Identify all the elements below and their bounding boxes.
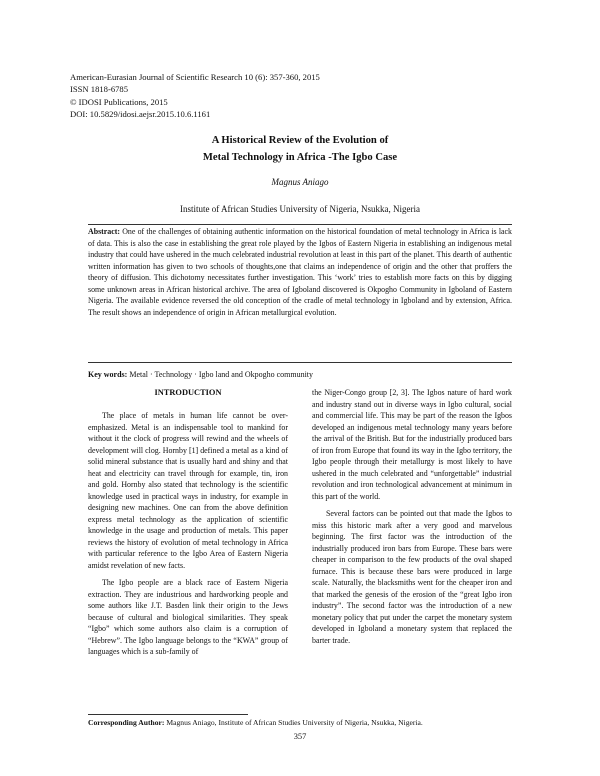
journal-copyright: © IDOSI Publications, 2015 — [70, 96, 168, 107]
right-column — [312, 387, 512, 646]
author-affiliation: Institute of African Studies University of Nigeria, Nsukka, Nigeria — [180, 204, 420, 214]
author-name: Magnus Aniago — [271, 177, 329, 187]
corresponding-author-footnote — [88, 718, 423, 727]
abstract-label: Abstract: — [88, 227, 120, 236]
abstract-text: One of the challenges of obtaining authentic information on the historical foundation of metal technology in Africa is lack of data. This is also the case in establishing the great role played by the Igbos of Eastern Nigeria in establishing an indigenous metal industry that could have ushered in the much celebrated industrial revolution at least in this part of the planet. This dearth of authentic written information has given to two schools of thoughts,one that claims an independence of origin and the other that proffers the theory of diffusion. This dichotomy necessitates further investigation. This ‘work’ tries to establish more facts on this by digging some unknown areas in African historical archive. The area of Igboland discovered is Okpogho Community in Igboland of Eastern Nigeria. The available evidence reversed the old conception of the cradle of metal technology in Igboland and by extension, Africa. The result shows an independence of origin in African metallurgical evolution. — [88, 227, 512, 317]
keywords-line — [88, 370, 512, 379]
left-column — [88, 410, 288, 658]
paragraph: The Igbo people are a black race of Eastern Nigeria extraction. They are industrious and hardworking people and some authors like J.T. Basden link their origin to the Jews because of cultural and biological similarities. They speak “Igbo” which some authors also claim is a corruption of “Hebrew”. The Igbo language belongs to the “KWA” group of languages which is a sub-family of — [88, 578, 288, 656]
abstract-block — [88, 226, 512, 318]
journal-issn: ISSN 1818-6785 — [70, 84, 129, 95]
abstract-top-rule — [88, 224, 512, 225]
abstract-bottom-rule — [88, 362, 512, 363]
paper-title-line-2: Metal Technology in Africa -The Igbo Case — [202, 151, 398, 163]
footnote-text: Magnus Aniago, Institute of African Studies University of Nigeria, Nsukka, Nigeria. — [166, 718, 423, 727]
page-number: 357 — [293, 732, 307, 741]
paragraph: Several factors can be pointed out that made the Igbos to miss this historic mark after a very good and marvelous beginning. The first factor was the introduction of the industrially produced iron bars from Europe. These bars were cheaper in comparison to the few products of the oval shaped furnace. This is because these bars were produced in large scale. Naturally, the blacksmiths went for the cheaper iron and that marked the genesis of the erosion of the “great Igbo iron industry”. The second factor was the introduction of a new monetary policy that put under the carpet the monetary system developed in Igboland a monetary system that replaced the barter trade. — [312, 509, 512, 645]
paper-title-line-1: A Historical Review of the Evolution of — [211, 135, 389, 146]
keywords-label: Key words: — [88, 370, 128, 379]
section-heading-introduction: INTRODUCTION — [154, 388, 222, 397]
paragraph: The place of metals in human life cannot be over-emphasized. Metal is an indispensable tool to mankind for without it the clock of progress will rewind and the wheels of development will clog. Hornby [1] defined a metal as a kind of solid mineral substance that is usually hard and shiny and that heat and electricity can travel through for example, tin, iron and gold. Hornby also stated that technology is the scientific knowledge used in practical ways in industry, for example in designing new machines. One can from the above definition express metal technology as the application of scientific knowledge in the usage and production of metals. This paper reviews the history of evolution of metal technology in Africa with particular reference to the Igbo Area of Eastern Nigeria amidst revelation of new facts. — [88, 411, 288, 570]
journal-citation: American-Eurasian Journal of Scientific Research 10 (6): 357-360, 2015 — [70, 72, 320, 82]
keywords-text: Metal · Technology · Igbo land and Okpogho community — [129, 370, 314, 379]
footnote-rule — [88, 714, 248, 715]
journal-doi: DOI: 10.5829/idosi.aejsr.2015.10.6.1161 — [70, 108, 211, 119]
footnote-label: Corresponding Author: — [88, 718, 165, 727]
journal-header — [70, 71, 320, 120]
paper-title — [0, 133, 600, 166]
paragraph: the Niger-Congo group [2, 3]. The Igbos nature of hard work and industry stand out in diverse ways in Igbo cultural, social and commercial life. This may be part of the reason the Igbos developed an indigenous metal technology many years before the arrival of the British. But for the industrially produced bars of iron from Europe that found its way in the Igbo territory, the Igbo people through their metallurgy is most likely to have ushered in the much celebrated and “unforgettable” industrial revolution and iron technological advancement at minimum in this part of the world. — [312, 388, 512, 501]
